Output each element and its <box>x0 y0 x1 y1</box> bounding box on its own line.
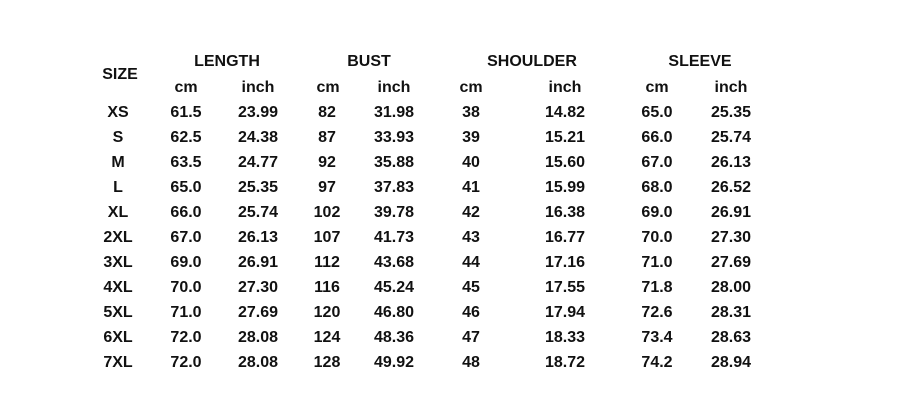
row-m-bust-inch: 35.88 <box>373 154 415 171</box>
row-2xl-shoulder-cm: 43 <box>462 229 480 246</box>
row-xs-length-inch: 23.99 <box>237 104 279 121</box>
row-s-shoulder-inch: 15.21 <box>544 129 586 146</box>
length-header: LENGTH <box>194 53 260 70</box>
shoulder-cm-unit: cm <box>459 79 483 96</box>
row-6xl-bust-inch: 48.36 <box>373 329 415 346</box>
row-l-bust-cm: 97 <box>318 179 336 196</box>
row-xl-bust-inch: 39.78 <box>373 204 415 221</box>
row-7xl-length-cm: 72.0 <box>170 354 202 371</box>
row-5xl-length-cm: 71.0 <box>170 304 202 321</box>
row-2xl-size: 2XL <box>103 229 133 246</box>
row-6xl-sleeve-cm: 73.4 <box>641 329 673 346</box>
row-4xl-sleeve-inch: 28.00 <box>710 279 752 296</box>
row-7xl-bust-inch: 49.92 <box>373 354 415 371</box>
row-xl-bust-cm: 102 <box>313 204 341 221</box>
row-2xl-length-inch: 26.13 <box>237 229 279 246</box>
row-s-length-inch: 24.38 <box>237 129 279 146</box>
row-7xl-size: 7XL <box>103 354 133 371</box>
row-4xl-shoulder-inch: 17.55 <box>544 279 586 296</box>
row-4xl-length-inch: 27.30 <box>237 279 279 296</box>
row-6xl-shoulder-cm: 47 <box>462 329 480 346</box>
row-xs-bust-inch: 31.98 <box>373 104 415 121</box>
row-xs-shoulder-inch: 14.82 <box>544 104 586 121</box>
length-inch-unit: inch <box>241 79 275 96</box>
row-4xl-bust-inch: 45.24 <box>373 279 415 296</box>
row-5xl-bust-cm: 120 <box>313 304 341 321</box>
row-3xl-bust-inch: 43.68 <box>373 254 415 271</box>
row-l-shoulder-inch: 15.99 <box>544 179 586 196</box>
shoulder-header: SHOULDER <box>487 53 577 70</box>
row-xs-sleeve-cm: 65.0 <box>641 104 673 121</box>
row-7xl-sleeve-inch: 28.94 <box>710 354 752 371</box>
row-5xl-length-inch: 27.69 <box>237 304 279 321</box>
row-l-sleeve-cm: 68.0 <box>641 179 673 196</box>
row-xs-sleeve-inch: 25.35 <box>710 104 752 121</box>
row-6xl-size: 6XL <box>103 329 133 346</box>
row-5xl-sleeve-cm: 72.6 <box>641 304 673 321</box>
row-s-length-cm: 62.5 <box>170 129 202 146</box>
row-m-shoulder-inch: 15.60 <box>544 154 586 171</box>
sleeve-cm-unit: cm <box>645 79 669 96</box>
bust-cm-unit: cm <box>316 79 340 96</box>
row-7xl-bust-cm: 128 <box>313 354 341 371</box>
row-4xl-size: 4XL <box>103 279 133 296</box>
row-3xl-shoulder-inch: 17.16 <box>544 254 586 271</box>
row-xs-length-cm: 61.5 <box>170 104 202 121</box>
row-5xl-sleeve-inch: 28.31 <box>710 304 752 321</box>
row-7xl-shoulder-cm: 48 <box>462 354 480 371</box>
row-4xl-sleeve-cm: 71.8 <box>641 279 673 296</box>
row-m-sleeve-cm: 67.0 <box>641 154 673 171</box>
row-6xl-shoulder-inch: 18.33 <box>544 329 586 346</box>
row-3xl-length-cm: 69.0 <box>170 254 202 271</box>
row-4xl-shoulder-cm: 45 <box>462 279 480 296</box>
row-m-length-inch: 24.77 <box>237 154 279 171</box>
row-6xl-length-inch: 28.08 <box>237 329 279 346</box>
row-l-length-cm: 65.0 <box>170 179 202 196</box>
row-s-bust-cm: 87 <box>318 129 336 146</box>
row-l-shoulder-cm: 41 <box>462 179 480 196</box>
row-xl-sleeve-cm: 69.0 <box>641 204 673 221</box>
row-xl-shoulder-cm: 42 <box>462 204 480 221</box>
row-l-sleeve-inch: 26.52 <box>710 179 752 196</box>
row-3xl-size: 3XL <box>103 254 133 271</box>
row-2xl-length-cm: 67.0 <box>170 229 202 246</box>
sleeve-inch-unit: inch <box>714 79 748 96</box>
row-3xl-bust-cm: 112 <box>314 254 340 271</box>
row-xs-bust-cm: 82 <box>318 104 336 121</box>
row-6xl-length-cm: 72.0 <box>170 329 202 346</box>
length-cm-unit: cm <box>174 79 198 96</box>
row-7xl-shoulder-inch: 18.72 <box>544 354 586 371</box>
row-m-shoulder-cm: 40 <box>462 154 480 171</box>
row-2xl-shoulder-inch: 16.77 <box>544 229 586 246</box>
row-3xl-shoulder-cm: 44 <box>462 254 480 271</box>
row-l-size: L <box>113 179 123 196</box>
row-l-length-inch: 25.35 <box>237 179 279 196</box>
row-m-bust-cm: 92 <box>318 154 336 171</box>
row-3xl-length-inch: 26.91 <box>237 254 279 271</box>
row-7xl-length-inch: 28.08 <box>237 354 279 371</box>
row-2xl-sleeve-cm: 70.0 <box>641 229 673 246</box>
row-2xl-bust-cm: 107 <box>313 229 341 246</box>
row-5xl-bust-inch: 46.80 <box>373 304 415 321</box>
row-xs-size: XS <box>107 104 129 121</box>
row-5xl-size: 5XL <box>103 304 133 321</box>
row-xs-shoulder-cm: 38 <box>462 104 480 121</box>
row-4xl-bust-cm: 116 <box>314 279 340 296</box>
row-2xl-bust-inch: 41.73 <box>373 229 415 246</box>
row-4xl-length-cm: 70.0 <box>170 279 202 296</box>
row-5xl-shoulder-cm: 46 <box>462 304 480 321</box>
row-2xl-sleeve-inch: 27.30 <box>710 229 752 246</box>
size-header: SIZE <box>102 66 138 83</box>
row-6xl-bust-cm: 124 <box>313 329 341 346</box>
sleeve-header: SLEEVE <box>668 53 732 70</box>
shoulder-inch-unit: inch <box>548 79 582 96</box>
row-xl-length-cm: 66.0 <box>170 204 202 221</box>
row-m-sleeve-inch: 26.13 <box>710 154 752 171</box>
row-3xl-sleeve-inch: 27.69 <box>710 254 752 271</box>
row-xl-sleeve-inch: 26.91 <box>710 204 752 221</box>
row-3xl-sleeve-cm: 71.0 <box>641 254 673 271</box>
row-m-size: M <box>111 154 125 171</box>
row-s-shoulder-cm: 39 <box>462 129 480 146</box>
row-xl-shoulder-inch: 16.38 <box>544 204 586 221</box>
row-s-size: S <box>112 129 124 146</box>
row-s-sleeve-inch: 25.74 <box>710 129 752 146</box>
row-7xl-sleeve-cm: 74.2 <box>641 354 673 371</box>
row-l-bust-inch: 37.83 <box>373 179 415 196</box>
row-m-length-cm: 63.5 <box>170 154 202 171</box>
bust-inch-unit: inch <box>377 79 411 96</box>
row-5xl-shoulder-inch: 17.94 <box>544 304 586 321</box>
row-xl-length-inch: 25.74 <box>237 204 279 221</box>
row-s-sleeve-cm: 66.0 <box>641 129 673 146</box>
row-s-bust-inch: 33.93 <box>373 129 415 146</box>
bust-header: BUST <box>347 53 391 70</box>
row-6xl-sleeve-inch: 28.63 <box>710 329 752 346</box>
row-xl-size: XL <box>107 204 129 221</box>
